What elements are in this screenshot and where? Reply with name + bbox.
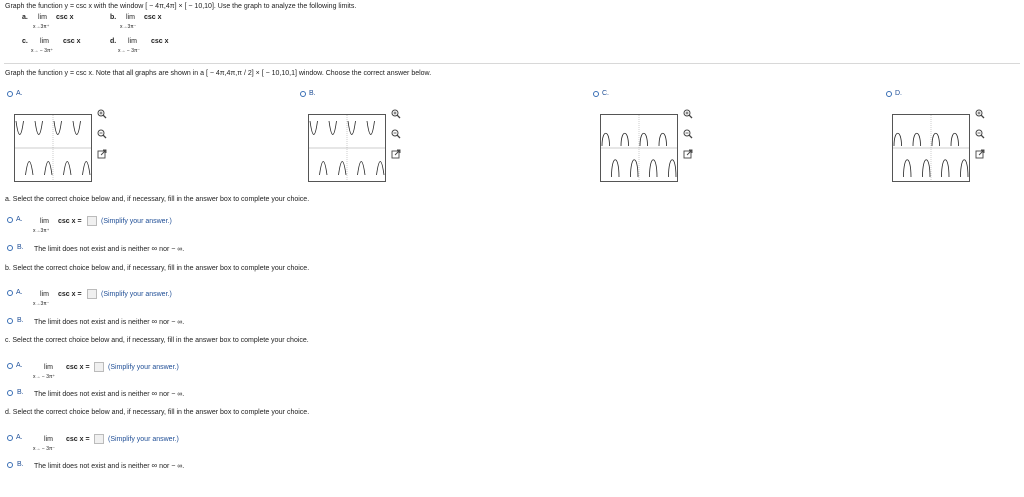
- question-a-hint: (Simplify your answer.): [101, 218, 172, 225]
- graph-curve-branch: [640, 133, 648, 146]
- graph-curve-branch: [951, 133, 959, 146]
- part-c-letter: c.: [22, 38, 28, 45]
- question-d-lim: lim: [44, 436, 53, 443]
- zoom-out-icon[interactable]: [391, 126, 401, 136]
- graph-option-d: [892, 114, 970, 182]
- graph-option-c-radio[interactable]: [593, 91, 599, 97]
- question-b-choice-b-radio[interactable]: [7, 318, 13, 324]
- graph-plot: [15, 115, 91, 181]
- question-c-choice-a-radio[interactable]: [7, 363, 13, 369]
- question-b-choice-b-text: The limit does not exist and is neither ∞ nor − ∞.: [34, 317, 185, 326]
- part-d-lim: lim: [128, 38, 137, 45]
- part-d-expr: csc x: [151, 38, 169, 45]
- zoom-out-icon[interactable]: [683, 126, 693, 136]
- graph-curve-branch: [320, 162, 328, 176]
- question-c-sub: x→ − 3π⁺: [33, 374, 56, 380]
- question-d-choice-a-radio[interactable]: [7, 435, 13, 441]
- question-a-choice-a-letter: A.: [16, 216, 23, 223]
- divider: [4, 63, 1020, 64]
- part-c-sub: x→ − 3π⁺: [31, 48, 54, 54]
- graph-option-a-radio[interactable]: [7, 91, 13, 97]
- question-a-lim: lim: [40, 218, 49, 225]
- question-c-answer-input[interactable]: [94, 362, 104, 372]
- graph-option-b-radio[interactable]: [300, 91, 306, 97]
- graph-curve-branch: [16, 121, 24, 135]
- question-c-choice-b-radio[interactable]: [7, 390, 13, 396]
- question-d-choice-b-radio[interactable]: [7, 462, 13, 468]
- zoom-in-icon[interactable]: [97, 106, 107, 116]
- part-a-letter: a.: [22, 14, 28, 21]
- graph-curve-branch: [612, 160, 620, 177]
- graph-curve-branch: [348, 121, 356, 135]
- graph-option-a-letter: A.: [16, 90, 23, 97]
- graph-curve-branch: [329, 121, 337, 135]
- graph-curve-branch: [602, 133, 610, 146]
- question-a-expr: csc x =: [58, 218, 82, 225]
- question-b-choice-a-radio[interactable]: [7, 290, 13, 296]
- popout-icon[interactable]: [975, 146, 985, 156]
- graph-option-c: [600, 114, 678, 182]
- question-c-lim: lim: [44, 364, 53, 371]
- zoom-out-icon[interactable]: [975, 126, 985, 136]
- part-d-sub: x→ − 3π⁻: [118, 48, 141, 54]
- question-b-sub: x→3π⁻: [33, 301, 50, 307]
- graph-option-b-letter: B.: [309, 90, 316, 97]
- question-b-prompt: b. Select the correct choice below and, if necessary, fill in the answer box to complete your choice.: [5, 265, 310, 272]
- question-d-sub: x→ − 3π⁻: [33, 446, 56, 452]
- graph-plot: [601, 115, 677, 181]
- question-d-hint: (Simplify your answer.): [108, 436, 179, 443]
- intro-prompt: Graph the function y = csc x with the window [ − 4π,4π] × [ − 10,10]. Use the graph to analyze the following limits.: [5, 3, 357, 10]
- graph-curve-branch: [650, 160, 658, 177]
- question-a-prompt: a. Select the correct choice below and, if necessary, fill in the answer box to complete your choice.: [5, 196, 310, 203]
- graph-prompt: Graph the function y = csc x. Note that all graphs are shown in a [ − 4π,4π,π / 2] × [ − 10,10,1] window. Choose the correct answer below.: [5, 70, 432, 77]
- popout-icon[interactable]: [683, 146, 693, 156]
- graph-curve-branch: [659, 133, 667, 146]
- zoom-in-icon[interactable]: [683, 106, 693, 116]
- popout-icon[interactable]: [97, 146, 107, 156]
- graph-curve-branch: [961, 160, 969, 177]
- part-b-lim: lim: [126, 14, 135, 21]
- question-d-choice-b-text: The limit does not exist and is neither ∞ nor − ∞.: [34, 461, 185, 470]
- graph-curve-branch: [45, 162, 53, 176]
- question-b-hint: (Simplify your answer.): [101, 291, 172, 298]
- question-d-prompt: d. Select the correct choice below and, if necessary, fill in the answer box to complete your choice.: [5, 409, 310, 416]
- question-c-expr: csc x =: [66, 364, 90, 371]
- graph-curve-branch: [26, 162, 34, 176]
- part-b-sub: x→3π⁻: [120, 24, 137, 30]
- graph-plot: [893, 115, 969, 181]
- question-c-choice-a-letter: A.: [16, 362, 23, 369]
- question-d-choice-b-letter: B.: [17, 461, 24, 468]
- infinity-symbol: ∞: [151, 389, 158, 398]
- question-d-expr: csc x =: [66, 436, 90, 443]
- graph-curve-branch: [894, 133, 902, 146]
- infinity-symbol: ∞: [151, 317, 158, 326]
- graph-option-a: [14, 114, 92, 182]
- graph-curve-branch: [932, 133, 940, 146]
- graph-curve-branch: [64, 162, 72, 176]
- graph-curve-branch: [631, 160, 639, 177]
- part-b-expr: csc x: [144, 14, 162, 21]
- question-b-choice-b-letter: B.: [17, 317, 24, 324]
- graph-curve-branch: [35, 121, 43, 135]
- graph-curve-branch: [83, 162, 91, 176]
- graph-curve-branch: [913, 133, 921, 146]
- question-c-prompt: c. Select the correct choice below and, if necessary, fill in the answer box to complete your choice.: [5, 337, 309, 344]
- part-c-expr: csc x: [63, 38, 81, 45]
- question-c-choice-b-text: The limit does not exist and is neither ∞ nor − ∞.: [34, 389, 185, 398]
- graph-plot: [309, 115, 385, 181]
- part-a-sub: x→3π⁺: [33, 24, 50, 30]
- zoom-in-icon[interactable]: [391, 106, 401, 116]
- question-a-choice-b-radio[interactable]: [7, 245, 13, 251]
- graph-curve-branch: [377, 162, 385, 176]
- question-a-sub: x→3π⁺: [33, 228, 50, 234]
- graph-curve-branch: [358, 162, 366, 176]
- graph-curve-branch: [904, 160, 912, 177]
- graph-curve-branch: [367, 121, 375, 135]
- infinity-symbol: ∞: [151, 244, 158, 253]
- graph-curve-branch: [669, 160, 677, 177]
- zoom-in-icon[interactable]: [975, 106, 985, 116]
- question-c-choice-b-letter: B.: [17, 389, 24, 396]
- graph-curve-branch: [73, 121, 81, 135]
- question-d-choice-a-letter: A.: [16, 434, 23, 441]
- question-b-choice-a-letter: A.: [16, 289, 23, 296]
- graph-option-c-letter: C.: [602, 90, 609, 97]
- graph-curve-branch: [942, 160, 950, 177]
- infinity-symbol: ∞: [151, 461, 158, 470]
- question-a-choice-b-text: The limit does not exist and is neither ∞ nor − ∞.: [34, 244, 185, 253]
- question-d-answer-input[interactable]: [94, 434, 104, 444]
- question-b-lim: lim: [40, 291, 49, 298]
- popout-icon[interactable]: [391, 146, 401, 156]
- question-c-hint: (Simplify your answer.): [108, 364, 179, 371]
- graph-curve-branch: [621, 133, 629, 146]
- question-b-expr: csc x =: [58, 291, 82, 298]
- graph-option-d-radio[interactable]: [886, 91, 892, 97]
- graph-curve-branch: [310, 121, 318, 135]
- question-a-choice-b-letter: B.: [17, 244, 24, 251]
- question-b-answer-input[interactable]: [87, 289, 97, 299]
- part-c-lim: lim: [40, 38, 49, 45]
- zoom-out-icon[interactable]: [97, 126, 107, 136]
- part-a-lim: lim: [38, 14, 47, 21]
- part-a-expr: csc x: [56, 14, 74, 21]
- part-d-letter: d.: [110, 38, 117, 45]
- graph-curve-branch: [339, 162, 347, 176]
- question-a-choice-a-radio[interactable]: [7, 217, 13, 223]
- question-a-answer-input[interactable]: [87, 216, 97, 226]
- graph-option-b: [308, 114, 386, 182]
- graph-option-d-letter: D.: [895, 90, 902, 97]
- graph-curve-branch: [54, 121, 62, 135]
- part-b-letter: b.: [110, 14, 117, 21]
- graph-curve-branch: [923, 160, 931, 177]
